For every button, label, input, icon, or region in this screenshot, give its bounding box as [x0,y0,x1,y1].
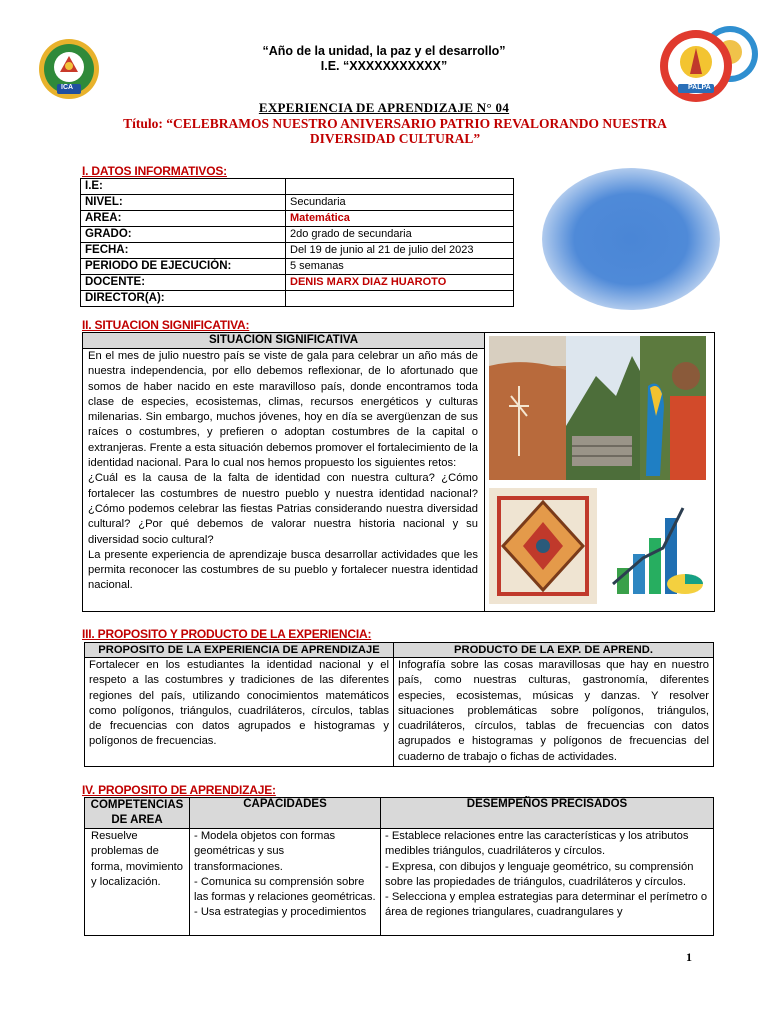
blue-seal-blob [542,168,720,310]
school-name: I.E. “XXXXXXXXXXX” [320,59,448,73]
table-row [81,291,514,307]
capacidad-item: - Comunica su comprensión sobre las formas y relaciones geométricas. [194,875,376,904]
title-text: “CELEBRAMOS NUESTRO ANIVERSARIO PATRIO REVALORANDO NUESTRA DIVERSIDAD CULTURAL” [166,116,667,146]
table-row [81,179,514,195]
row-value: Secundaria [286,195,514,211]
motto: “Año de la unidad, la paz y el desarrollo” [262,44,506,58]
desempenos-header: DESEMPEÑOS PRECISADOS [381,798,714,829]
situacion-paragraph-2: La presente experiencia de aprendizaje busca desarrollar actividades que les permita reconocer las costumbres de su pueblo y fortalecer nuestra identidad nacional. [88,548,478,592]
row-value: Matemática [286,211,514,227]
competencia-text: Resuelve problemas de forma, movimiento y localización. [85,829,190,936]
machu-picchu-image [566,336,648,480]
proposito-table [84,642,714,767]
capacidades-cell [190,829,381,936]
table-row [81,275,514,291]
bar-chart-graphic-image [603,488,707,604]
section-proposito-heading: III. PROPOSITO Y PRODUCTO DE LA EXPERIENCIA: [82,627,372,641]
row-value: 2do grado de secundaria [286,227,514,243]
table-row [81,211,514,227]
row-value: 5 semanas [286,259,514,275]
row-label: PERIODO DE EJECUCIÓN: [81,259,286,275]
situacion-divider [484,332,485,611]
capacidades-header: CAPACIDADES [190,798,381,829]
producto-col-header: PRODUCTO DE LA EXP. DE APREND. [394,643,714,658]
row-value: DENIS MARX DIAZ HUAROTO [286,275,514,291]
proposito-col-header: PROPOSITO DE LA EXPERIENCIA DE APRENDIZAJE [85,643,394,658]
logo-right-text: PALPA [688,84,711,91]
page-number: 1 [686,950,692,964]
section-datos-heading: I. DATOS INFORMATIVOS: [82,164,227,178]
proposito-text: Fortalecer en los estudiantes la identidad nacional y el respeto a las costumbres y tradiciones de las diferentes regiones del país, utilizando conocimientos matemáticos como polígonos, triángulos, cuadriláteros, círculos, tablas de frecuencias con datos agrupados e histogramas y polígonos de frecuencias. [85,658,394,767]
title-label: Título: [123,116,163,131]
row-label: DIRECTOR(A): [81,291,286,307]
desempeno-item: - Establece relaciones entre las características y los atributos medibles triángulos, cuadriláteros y círculos. [385,830,689,858]
table-row [81,259,514,275]
capacidad-item: - Modela objetos con formas geométricas y sus transformaciones. [194,830,336,873]
desempeno-item: - Selecciona y emplea estrategias para determinar el perímetro o área de regiones triangulares, cuadrangulares y [385,891,708,919]
row-label: NIVEL: [81,195,286,211]
table-row [81,195,514,211]
section-situacion-heading: II. SITUACION SIGNIFICATIVA: [82,318,250,332]
table-row [81,227,514,243]
desempenos-cell [381,829,714,936]
competencias-header: COMPETENCIAS DE AREA [85,798,190,829]
situacion-paragraph-1: En el mes de julio nuestro país se viste de gala para celebrar un año más de nuestra independencia, por ello debemos reflexionar, de lo afortunado que somos de haber nacido en este maravilloso país, donde encontramos toda clase de especies, ecosistemas, climas, recursos energéticos y culturas milenarias. Sin embargo, muchos jóvenes, hoy en día se avergüenzan de sus raíces o costumbres, y prefieren o adoptan costumbres de la capital o extranjeras. Frente a esta situación debemos promover el fortalecimiento de la identidad nacional. Para lo cual nos hemos propuesto los siguientes retos: [88,350,478,470]
row-label: I.E: [81,179,286,195]
producto-text: Infografía sobre las cosas maravillosas que hay en nuestro país, como nuestras culturas, gastronomía, diferentes especies, ecosistemas, músicas y danzas. Y resolver situaciones problemáticas sobre polígonos, triángulos, cuadriláteros, círculos, tablas de frecuencias con datos agrupados e histogramas y polígonos de frecuencias del cuaderno de trabajo o fichas de actividades. [394,658,714,767]
logo-left-text: ICA [61,84,74,91]
geometric-pattern-image [489,488,597,604]
row-label: FECHA: [81,243,286,259]
datos-table [80,178,514,307]
aprendizaje-table [84,797,714,936]
situacion-text [88,349,478,594]
experience-title: EXPERIENCIA DE APRENDIZAJE N° 04 [258,100,510,115]
section-aprendizaje-heading: IV. PROPOSITO DE APRENDIZAJE: [82,783,276,797]
situacion-questions: ¿Cuál es la causa de la falta de identidad con nuestra cultura? ¿Cómo fortalecer las costumbres de nuestro pueblo y nuestra identidad nacional? ¿Cómo podemos celebrar las fiestas Patrias considerando nuestra diversidad cultural? ¿Por qué debemos de valorar nuestra historia nacional y su diversidad socio cultural? [88,472,478,546]
table-row [81,243,514,259]
nazca-desert-image [489,336,571,480]
experience-subtitle [100,116,690,146]
capacidad-item: - Usa estrategias y procedimientos [194,906,367,919]
parrot-child-image [640,336,706,480]
row-label: AREA: [81,211,286,227]
situacion-header: SITUACION SIGNIFICATIVA [83,333,484,349]
row-value [286,291,514,307]
desempeno-item: - Expresa, con dibujos y lenguaje geométrico, su comprensión sobre las propiedades de triángulos, cuadriláteros y círculos. [385,860,694,888]
row-label: GRADO: [81,227,286,243]
row-label: DOCENTE: [81,275,286,291]
row-value [286,179,514,195]
row-value: Del 19 de junio al 21 de julio del 2023 [286,243,514,259]
